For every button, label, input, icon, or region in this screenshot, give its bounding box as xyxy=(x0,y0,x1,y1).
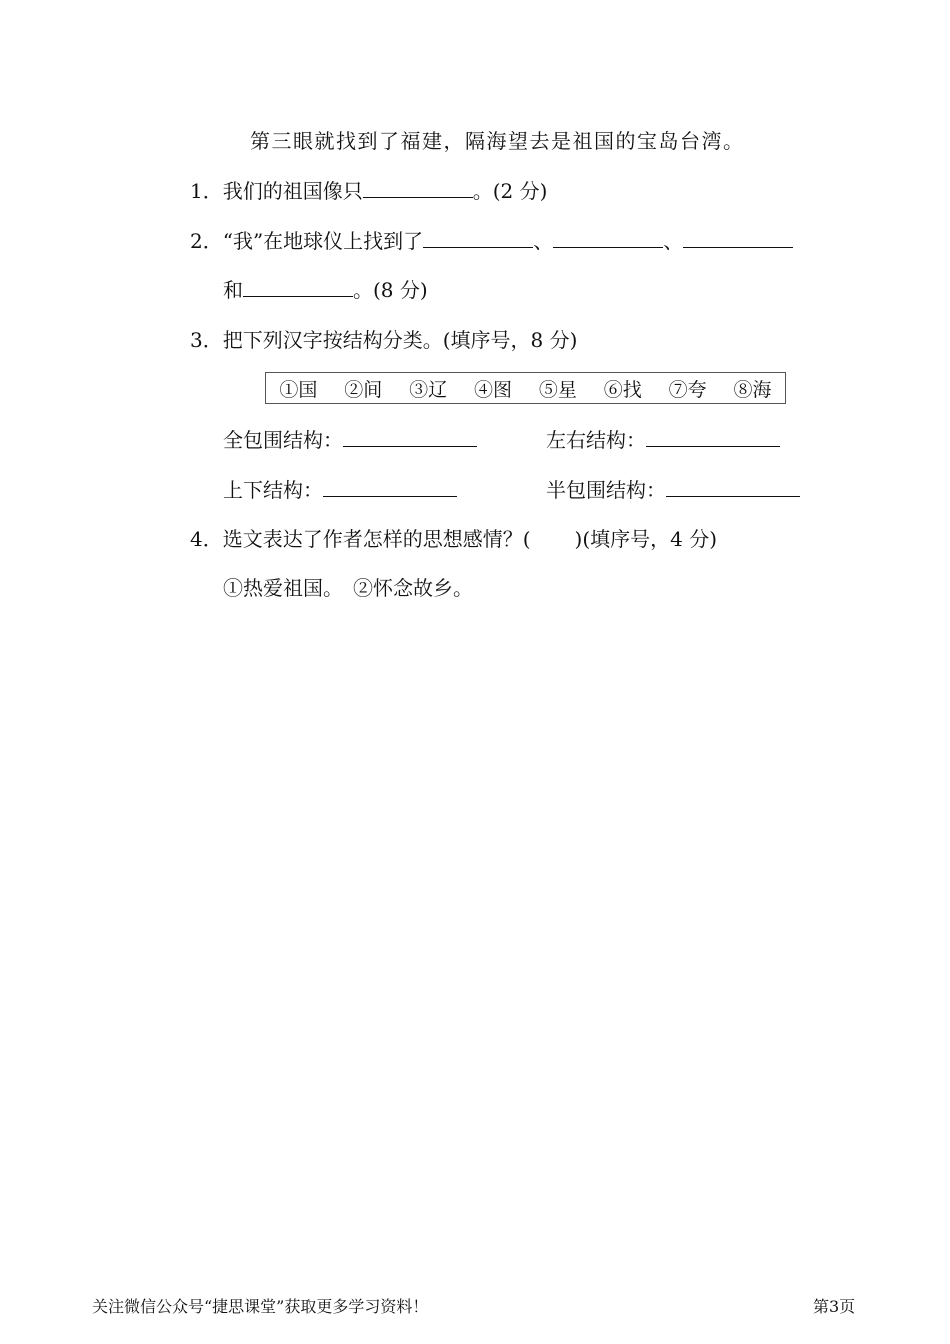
question-4 xyxy=(190,525,717,553)
question-2-text: “我”在地球仪上找到了 xyxy=(222,229,424,253)
question-2-sep-1: 、 xyxy=(533,229,554,253)
question-2-blank-4[interactable] xyxy=(243,276,353,297)
full-enclosure-row xyxy=(223,426,477,454)
char-item: ⑧海 xyxy=(733,378,772,401)
char-item: ⑦夸 xyxy=(668,378,707,401)
half-enclosure-blank[interactable] xyxy=(666,476,800,497)
question-2-blank-2[interactable] xyxy=(553,227,663,248)
question-1 xyxy=(190,177,547,205)
question-3-number: 3． xyxy=(190,328,223,352)
char-item: ③辽 xyxy=(409,378,448,401)
char-item: ⑥找 xyxy=(603,378,642,401)
question-2-score: 。(8 分) xyxy=(353,278,428,302)
char-item: ②间 xyxy=(344,378,383,401)
top-bottom-label: 上下结构： xyxy=(223,478,323,502)
top-bottom-blank[interactable] xyxy=(323,476,457,497)
question-3 xyxy=(190,326,577,354)
half-enclosure-row xyxy=(546,476,800,504)
question-1-blank[interactable] xyxy=(363,177,473,198)
left-right-label: 左右结构： xyxy=(546,428,646,452)
top-bottom-row xyxy=(223,476,457,504)
left-right-blank[interactable] xyxy=(646,426,780,447)
half-enclosure-label: 半包围结构： xyxy=(546,478,666,502)
question-4-options: ①热爱祖国。 ②怀念故乡。 xyxy=(223,576,473,600)
footer-note: 关注微信公众号“捷思课堂”获取更多学习资料！ xyxy=(92,1297,429,1316)
question-4-text: 选文表达了作者怎样的思想感情？( xyxy=(222,527,531,551)
question-4-score: )(填序号，4 分) xyxy=(574,527,718,551)
question-1-number: 1． xyxy=(190,179,223,203)
question-1-text: 我们的祖国像只 xyxy=(222,179,363,203)
char-item: ⑤星 xyxy=(538,378,577,401)
question-2-line-2 xyxy=(223,276,428,304)
question-2-sep-2: 、 xyxy=(663,229,684,253)
question-2-blank-3[interactable] xyxy=(683,227,793,248)
question-1-score: 。(2 分) xyxy=(472,179,548,203)
question-2-number: 2． xyxy=(190,229,223,253)
question-2 xyxy=(190,227,793,255)
full-enclosure-label: 全包围结构： xyxy=(223,428,343,452)
question-3-text: 把下列汉字按结构分类。(填序号，8 分) xyxy=(222,328,578,352)
left-right-row xyxy=(546,426,780,454)
char-item: ①国 xyxy=(279,378,318,401)
page-number: 第3页 xyxy=(813,1297,856,1316)
passage-line: 第三眼就找到了福建，隔海望去是祖国的宝岛台湾。 xyxy=(250,129,745,153)
question-4-number: 4． xyxy=(190,527,223,551)
full-enclosure-blank[interactable] xyxy=(343,426,477,447)
char-item: ④图 xyxy=(474,378,513,401)
question-2-and: 和 xyxy=(223,278,243,302)
question-2-blank-1[interactable] xyxy=(423,227,533,248)
character-box xyxy=(265,372,786,404)
